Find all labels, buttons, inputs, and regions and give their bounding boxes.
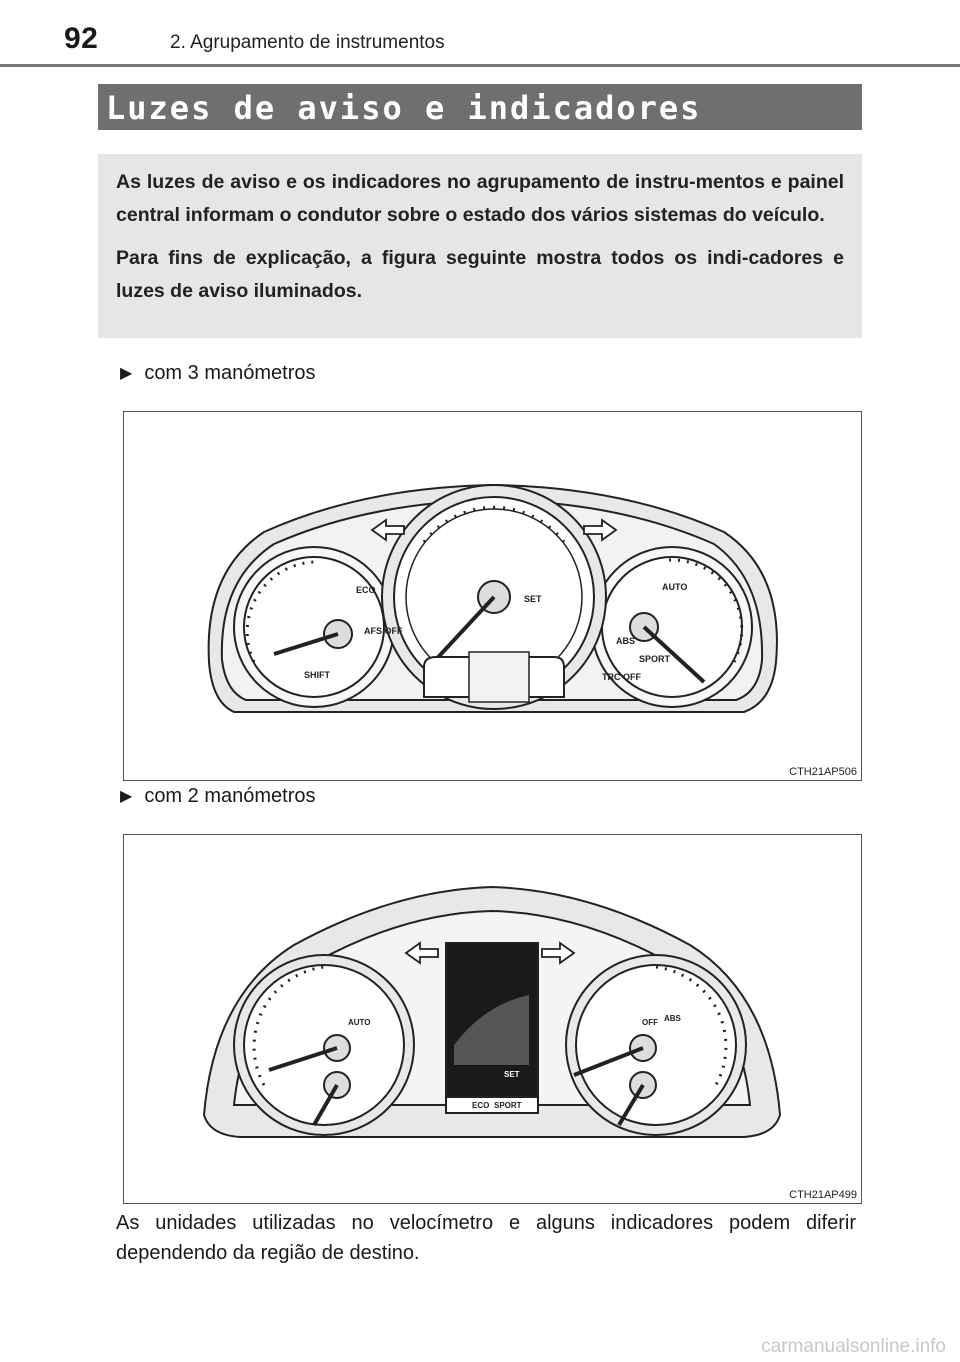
figure-3-gauges [123,411,862,781]
sport-label: SPORT [639,654,671,664]
figure-code: CTH21AP506 [789,766,857,778]
bullet-triangle-icon: ▶ [120,365,133,382]
abs-label: ABS [664,1014,681,1023]
trc-off-label: TRC OFF [602,672,641,682]
variant-1-label [120,362,315,385]
shift-label: SHIFT [304,670,330,680]
variant-2-label [120,785,315,808]
bullet-triangle-icon: ▶ [120,788,133,805]
intro-paragraph-1: As luzes de aviso e os indicadores no agrupamento de instru-mentos e painel central informam o condutor sobre o estado dos vários sistemas do veículo. [116,171,844,226]
footer-note: As unidades utilizadas no velocímetro e alguns indicadores podem diferir dependendo da região de destino. [116,1212,856,1264]
set-label: SET [524,594,542,604]
afs-off-label: AFS OFF [364,626,403,636]
sport-label: SPORT [494,1101,522,1110]
off-label: OFF [642,1018,658,1027]
figure-2-gauges [123,834,862,1204]
eco-label: ECO [472,1101,490,1110]
set-label: SET [504,1070,520,1079]
cluster-3-gauges-illustration [124,412,860,779]
eco-label: ECO [356,585,376,595]
abs-label: ABS [616,636,636,646]
auto-label: AUTO [662,582,688,592]
watermark: carmanualsonline.info [761,1336,946,1357]
cluster-2-gauges-illustration [124,835,860,1202]
auto-label: AUTO [348,1018,371,1027]
variant-1-label-text: com 3 manómetros [144,362,316,384]
chapter-title: 2. Agrupamento de instrumentos [170,32,445,53]
intro-box [98,154,862,338]
header-divider [0,64,960,67]
variant-2-label-text: com 2 manómetros [144,785,316,807]
figure-code: CTH21AP499 [789,1189,857,1201]
intro-paragraph-2: Para fins de explicação, a figura seguinte mostra todos os indi-cadores e luzes de aviso iluminados. [116,247,844,302]
page-number: 92 [64,22,99,55]
section-title: Luzes de aviso e indicadores [106,89,702,127]
